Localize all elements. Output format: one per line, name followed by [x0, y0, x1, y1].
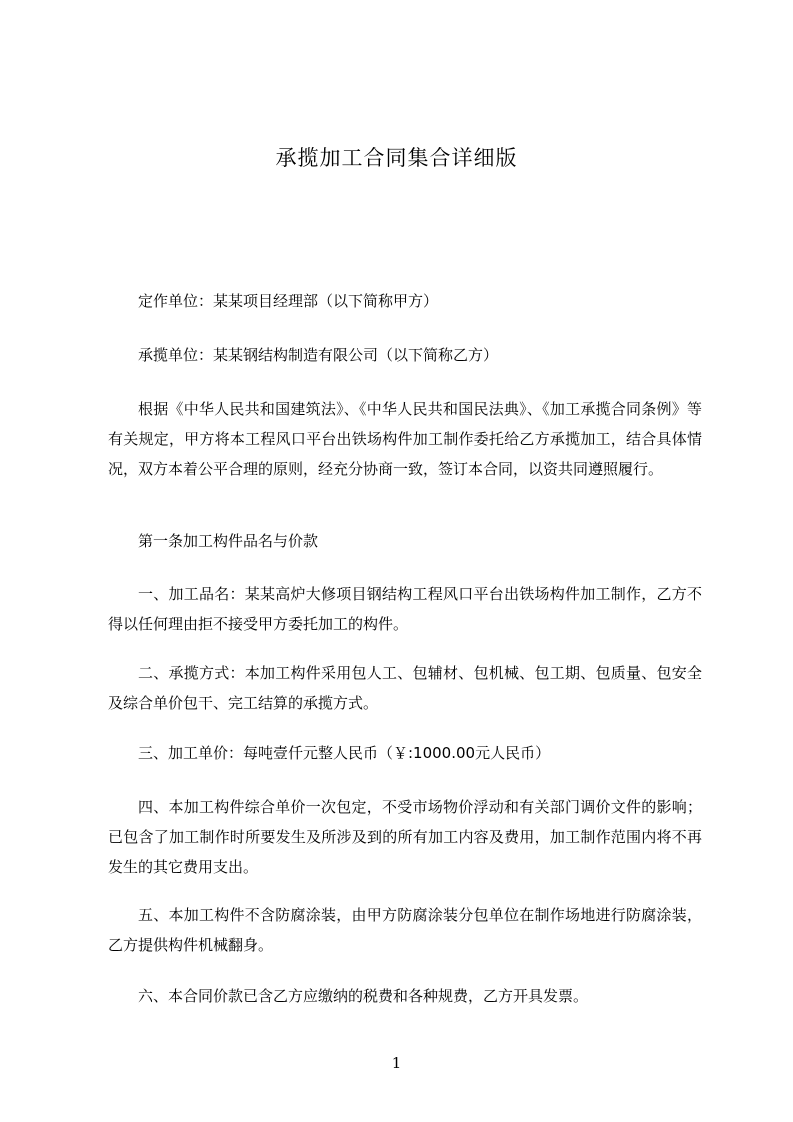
clause-3-unit-price: 三、加工单价：每吨壹仟元整人民币（￥:1000.00元人民币） — [138, 744, 551, 762]
clause-6-taxes: 六、本合同价款已含乙方应缴纳的税费和各种规费，乙方开具发票。 — [138, 987, 589, 1005]
contract-party-a: 定作单位：某某项目经理部（以下简称甲方） — [138, 292, 439, 310]
clause-1-product-name: 一、加工品名：某某高炉大修项目钢结构工程风口平台出铁场构件加工制作，乙方不得以任何理由拒不接受甲方委托加工的构件。 — [108, 585, 702, 633]
contract-party-b: 承揽单位：某某钢结构制造有限公司（以下简称乙方） — [138, 346, 499, 364]
document-title: 承揽加工合同集合详细版 — [275, 146, 518, 170]
clause-2-contracting-method: 二、承揽方式：本加工构件采用包人工、包辅材、包机械、包工期、包质量、包安全及综合单价包干、完工结算的承揽方式。 — [108, 664, 702, 712]
preamble-paragraph: 根据《中华人民共和国建筑法》、《中华人民共和国民法典》、《加工承揽合同条例》等有关规定，甲方将本工程风口平台出铁场构件加工制作委托给乙方承揽加工，结合具体情况，双方本着公平合理的原则，经充分协商一致，签订本合同，以资共同遵照履行。 — [108, 400, 702, 478]
article-heading: 第一条加工构件品名与价款 — [138, 532, 319, 550]
clause-4-price-fixed: 四、本加工构件综合单价一次包定，不受市场物价浮动和有关部门调价文件的影响；已包含了加工制作时所要发生及所涉及到的所有加工内容及费用，加工制作范围内将不再发生的其它费用支出。 — [108, 798, 702, 876]
page-number: 1 — [391, 1054, 402, 1072]
clause-5-anticorrosion: 五、本加工构件不含防腐涂装，由甲方防腐涂装分包单位在制作场地进行防腐涂装，乙方提供构件机械翻身。 — [108, 906, 702, 954]
